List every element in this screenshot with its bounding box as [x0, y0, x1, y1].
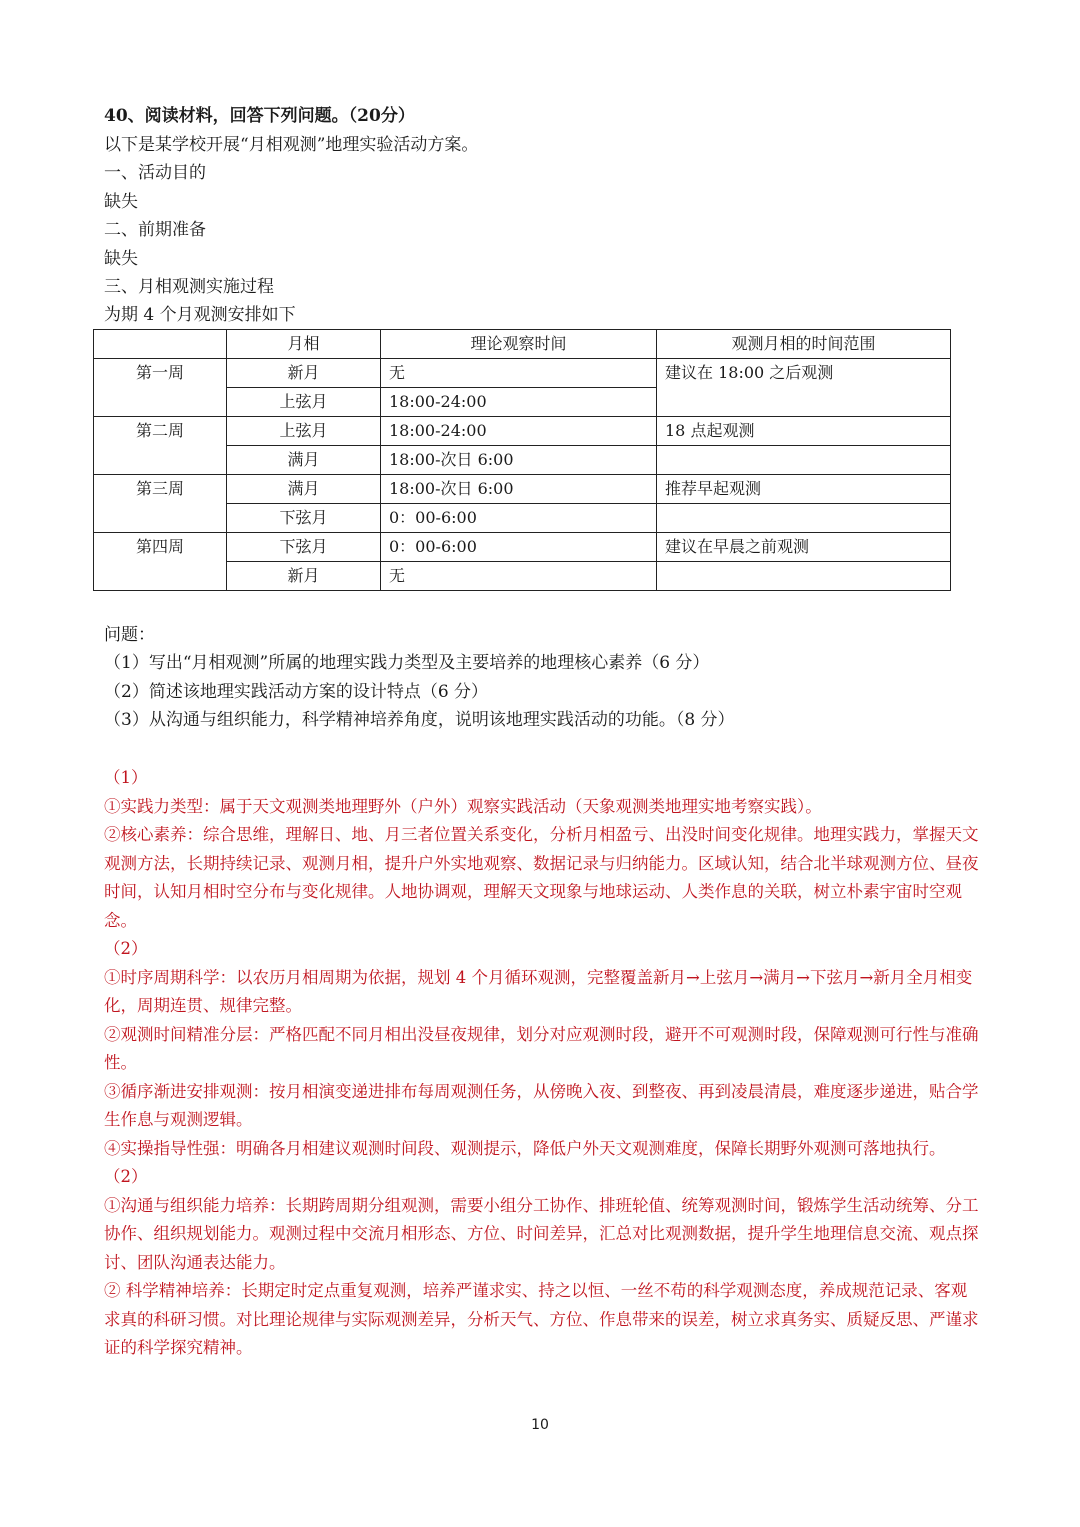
range-cell — [657, 446, 951, 475]
phase-cell: 上弦月 — [227, 388, 381, 417]
time-cell: 18:00-24:00 — [381, 417, 657, 446]
time-cell: 18:00-次日 6:00 — [381, 446, 657, 475]
answer-paragraph: ② 科学精神培养：长期定时定点重复观测，培养严谨求实、持之以恒、一丝不苟的科学观测态度，养成规范记录、客观求真的科研习惯。对比理论规律与实际观测差异，分析天气、方位、作息带来的误差，树立求真务实、质疑反思、严谨求证的科学探究精神。 — [104, 1281, 979, 1357]
week-cell: 第四周 — [94, 533, 227, 591]
table-header-cell — [94, 330, 227, 359]
time-cell: 无 — [381, 359, 657, 388]
question-item: （3）从沟通与组织能力，科学精神培养角度，说明该地理实践活动的功能。（8 分） — [104, 710, 735, 730]
phase-cell: 新月 — [227, 562, 381, 591]
answer-paragraph: ①时序周期科学：以农历月相周期为依据，规划 4 个月循环观测，完整覆盖新月→上弦月→满月→下弦月→新月全月相变化，周期连贯、规律完整。 — [104, 967, 973, 1015]
range-cell — [657, 504, 951, 533]
section-heading: 一、活动目的 — [104, 163, 206, 183]
question-intro: 以下是某学校开展“月相观测”地理实验活动方案。 — [104, 135, 479, 155]
question-title: 40、阅读材料，回答下列问题。（20分） — [104, 106, 415, 126]
table-header-row — [94, 330, 951, 359]
answer-paragraph: ①沟通与组织能力培养：长期跨周期分组观测，需要小组分工协作、排班轮值、统筹观测时间，锻炼学生活动统筹、分工协作、组织规划能力。观测过程中交流月相形态、方位、时间差异，汇总对比观测数据，提升学生地理信息交流、观点探讨、团队沟通表达能力。 — [104, 1195, 979, 1272]
time-cell: 无 — [381, 562, 657, 591]
time-cell: 18:00-次日 6:00 — [381, 475, 657, 504]
time-cell: 0：00-6:00 — [381, 533, 657, 562]
answer-paragraph: ③循序渐进安排观测：按月相演变递进排布每周观测任务，从傍晚入夜、到整夜、再到凌晨清晨，难度逐步递进，贴合学生作息与观测逻辑。 — [104, 1081, 979, 1129]
answer-paragraph: （1） — [104, 768, 148, 787]
section-heading: 三、月相观测实施过程 — [104, 277, 274, 297]
page-number: 10 — [531, 1417, 549, 1433]
question-item: （2）简述该地理实践活动方案的设计特点（6 分） — [104, 682, 489, 702]
table-row — [94, 475, 951, 504]
answer-paragraph: （2） — [104, 1167, 148, 1186]
table-header-cell: 观测月相的时间范围 — [657, 330, 951, 359]
section-heading: 二、前期准备 — [104, 220, 206, 240]
section-body: 缺失 — [104, 249, 138, 269]
table-row — [94, 359, 951, 388]
time-cell: 0：00-6:00 — [381, 504, 657, 533]
phase-cell: 上弦月 — [227, 417, 381, 446]
table-row — [94, 533, 951, 562]
section-body: 缺失 — [104, 192, 138, 212]
answer-paragraph: ①实践力类型：属于天文观测类地理野外（户外）观察实践活动（天象观测类地理实地考察实践）。 — [104, 796, 822, 816]
range-cell: 建议在早晨之前观测 — [657, 533, 951, 562]
table-row — [94, 417, 951, 446]
range-cell: 建议在 18:00 之后观测 — [657, 359, 951, 417]
phase-cell: 满月 — [227, 475, 381, 504]
answer-paragraph: ②观测时间精准分层：严格匹配不同月相出没昼夜规律，划分对应观测时段，避开不可观测时段，保障观测可行性与准确性。 — [104, 1024, 979, 1072]
answer-paragraph: ②核心素养：综合思维，理解日、地、月三者位置关系变化，分析月相盈亏、出没时间变化规律。地理实践力，掌握天文观测方法，长期持续记录、观测月相，提升户外实地观察、数据记录与归纳能力。区域认知，结合北半球观测方位、昼夜时间，认知月相时空分布与变化规律。人地协调观，理解天文现象与地球运动、人类作息的关联，树立朴素宇宙时空观念。 — [104, 825, 979, 930]
table-header-cell: 理论观察时间 — [381, 330, 657, 359]
week-cell: 第三周 — [94, 475, 227, 533]
answer-paragraph: ④实操指导性强：明确各月相建议观测时间段、观测提示，降低户外天文观测难度，保障长期野外观测可落地执行。 — [104, 1138, 946, 1158]
answer-paragraph: （2） — [104, 939, 148, 958]
phase-cell: 下弦月 — [227, 504, 381, 533]
week-cell: 第一周 — [94, 359, 227, 417]
answer-block — [104, 764, 980, 1363]
questions-label: 问题： — [104, 625, 155, 645]
phase-cell: 下弦月 — [227, 533, 381, 562]
week-cell: 第二周 — [94, 417, 227, 475]
phase-cell: 满月 — [227, 446, 381, 475]
range-cell — [657, 562, 951, 591]
phase-cell: 新月 — [227, 359, 381, 388]
observation-table — [93, 329, 951, 591]
question-item: （1）写出“月相观测”所属的地理实践力类型及主要培养的地理核心素养（6 分） — [104, 653, 710, 673]
range-cell: 18 点起观测 — [657, 417, 951, 446]
section-body: 为期 4 个月观测安排如下 — [104, 305, 296, 325]
range-cell: 推荐早起观测 — [657, 475, 951, 504]
table-header-cell: 月相 — [227, 330, 381, 359]
time-cell: 18:00-24:00 — [381, 388, 657, 417]
